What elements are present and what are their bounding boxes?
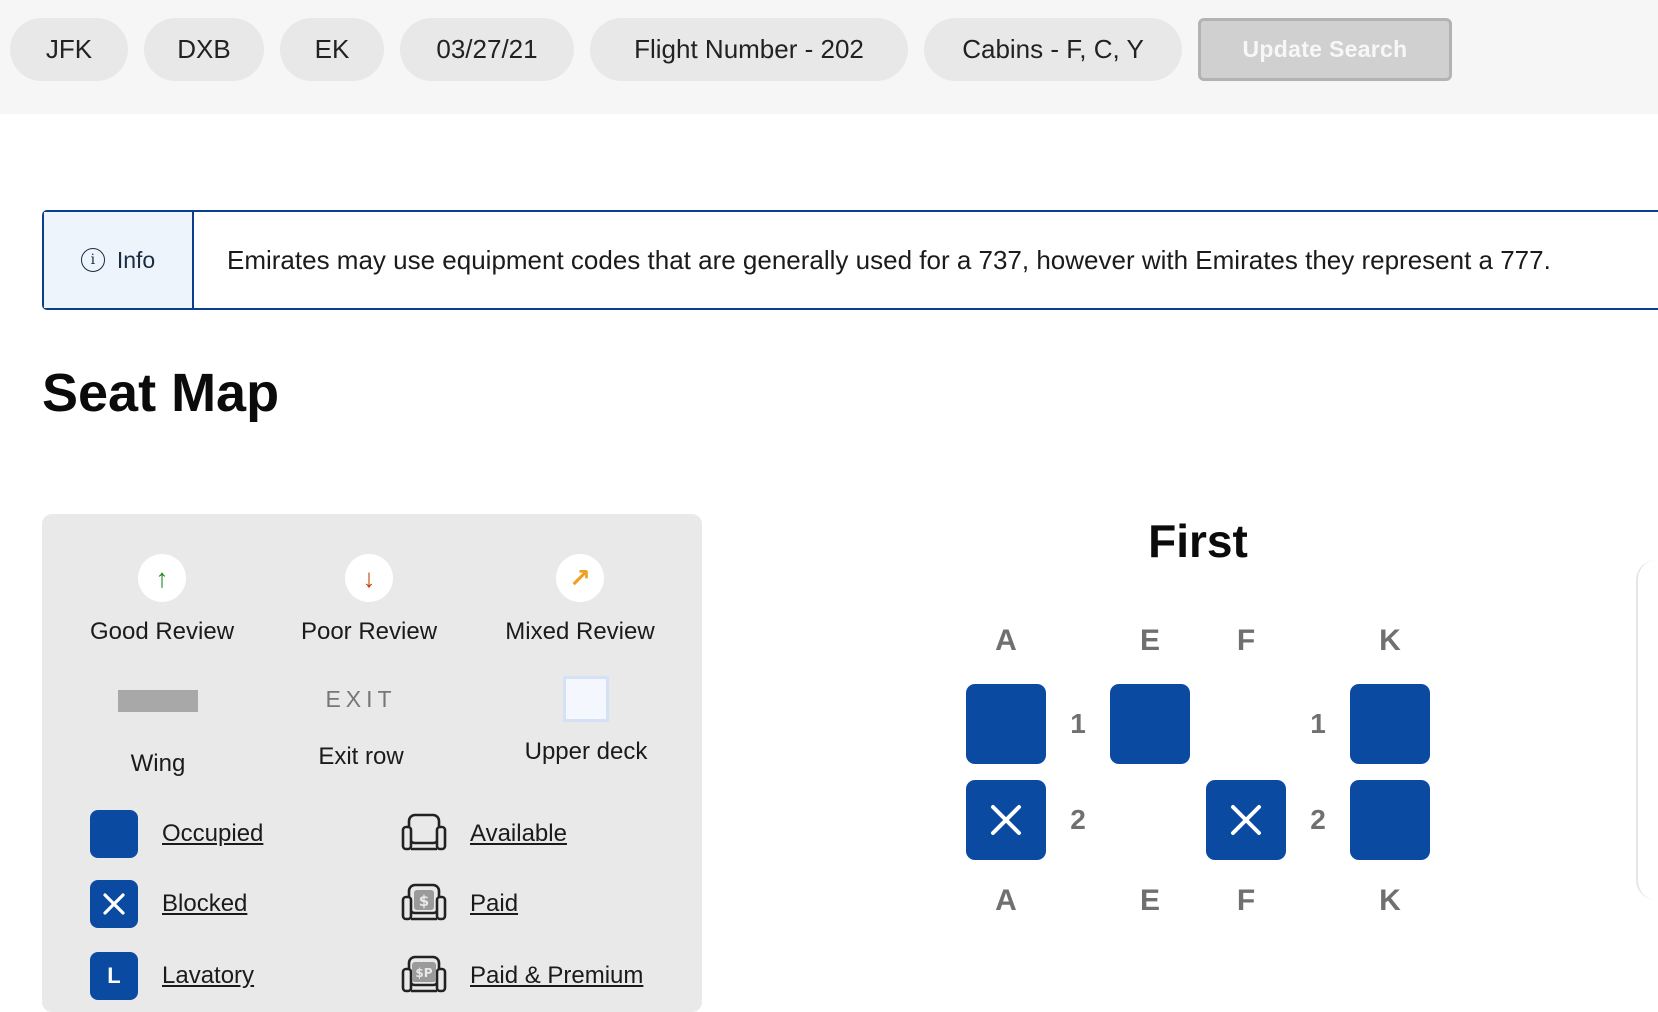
seat-paid-icon: [400, 880, 448, 928]
legend-paid: [400, 880, 518, 928]
svg-text:$: $: [418, 892, 430, 910]
seat-2f-blocked[interactable]: [1206, 780, 1286, 860]
x-icon: [101, 891, 127, 917]
row-number-2-left: 2: [1070, 804, 1086, 835]
row-number-1-left: 1: [1070, 708, 1086, 739]
column-label-k-top: K: [1379, 624, 1401, 657]
legend-lavatory: [90, 952, 254, 1000]
blocked-link[interactable]: Blocked: [162, 890, 248, 917]
legend-blocked: [90, 880, 247, 928]
arrow-diagonal-icon: [556, 554, 604, 602]
seat-premium-icon: [400, 952, 448, 1000]
cabin-title: First: [1148, 515, 1248, 567]
lavatory-swatch: [90, 952, 138, 1000]
x-icon: [1228, 802, 1264, 838]
good-review-glyph: ↑: [155, 562, 169, 593]
lavatory-glyph: L: [107, 963, 121, 988]
page-title: Seat Map: [42, 363, 280, 423]
seat-legend: [42, 514, 702, 1012]
paid-premium-link[interactable]: Paid & Premium: [470, 962, 644, 989]
flight-number-chip[interactable]: Flight Number - 202: [590, 18, 908, 81]
mixed-review-glyph: ↗: [569, 562, 591, 593]
info-banner: [42, 210, 1658, 310]
x-icon: [988, 802, 1024, 838]
legend-good-review: [42, 554, 282, 646]
row-number-1-right: 1: [1310, 708, 1326, 739]
column-label-a-bottom: A: [995, 884, 1017, 917]
destination-chip[interactable]: DXB: [144, 18, 264, 81]
seat-icon: [400, 812, 448, 856]
wing-swatch: [118, 690, 198, 712]
paid-link[interactable]: Paid: [470, 890, 519, 917]
upper-deck-swatch: [563, 676, 609, 722]
svg-text:$P: $P: [415, 966, 433, 980]
search-bar: [0, 0, 1658, 114]
arrow-down-icon: [345, 554, 393, 602]
blocked-swatch: [90, 880, 138, 928]
arrow-up-icon: [138, 554, 186, 602]
exit-swatch: EXIT: [325, 686, 397, 712]
info-icon: i: [81, 248, 105, 272]
legend-upper-deck: [506, 676, 666, 766]
seat-dollar-p-icon: [400, 954, 448, 998]
column-label-f-top: F: [1236, 624, 1256, 657]
cabins-chip[interactable]: Cabins - F, C, Y: [924, 18, 1182, 81]
occupied-link[interactable]: Occupied: [162, 820, 264, 847]
column-label-k-bottom: K: [1379, 884, 1401, 917]
legend-paid-premium: [400, 952, 643, 1000]
legend-occupied: [90, 810, 263, 858]
info-label: Info: [116, 246, 156, 273]
column-label-e-top: E: [1139, 624, 1160, 657]
info-message: Emirates may use equipment codes that are generally used for a 737, however with Emirates they represent a 777.: [227, 244, 1551, 275]
legend-poor-review: [249, 554, 489, 646]
column-label-f-bottom: F: [1236, 884, 1256, 917]
next-cabin-edge: [1636, 560, 1658, 900]
mixed-review-label: Mixed Review: [505, 618, 655, 645]
good-review-label: Good Review: [89, 618, 235, 645]
seat-1k-occupied[interactable]: [1350, 684, 1430, 764]
seat-2k-occupied[interactable]: [1350, 780, 1430, 860]
poor-review-label: Poor Review: [300, 618, 438, 645]
available-link[interactable]: Available: [470, 820, 567, 847]
update-search-button[interactable]: Update Search: [1198, 18, 1452, 81]
column-label-a-top: A: [995, 624, 1017, 657]
wing-label: Wing: [130, 750, 186, 777]
seat-1a-occupied[interactable]: [966, 684, 1046, 764]
row-number-2-right: 2: [1310, 804, 1326, 835]
info-label-box: [44, 212, 194, 308]
poor-review-glyph: ↓: [362, 562, 376, 593]
legend-mixed-review: [460, 554, 700, 646]
lavatory-link[interactable]: Lavatory: [162, 962, 255, 989]
origin-chip[interactable]: JFK: [10, 18, 128, 81]
legend-exit: [291, 686, 431, 771]
seat-1e-occupied[interactable]: [1110, 684, 1190, 764]
exit-label: Exit row: [318, 743, 404, 770]
column-label-e-bottom: E: [1139, 884, 1160, 917]
occupied-swatch: [90, 810, 138, 858]
upper-deck-label: Upper deck: [524, 738, 648, 765]
seat-dollar-icon: [400, 882, 448, 926]
airline-chip[interactable]: EK: [280, 18, 384, 81]
legend-wing: [88, 690, 228, 778]
date-chip[interactable]: 03/27/21: [400, 18, 574, 81]
seat-available-icon: [400, 810, 448, 858]
seat-2a-blocked[interactable]: [966, 780, 1046, 860]
legend-available: [400, 810, 567, 858]
